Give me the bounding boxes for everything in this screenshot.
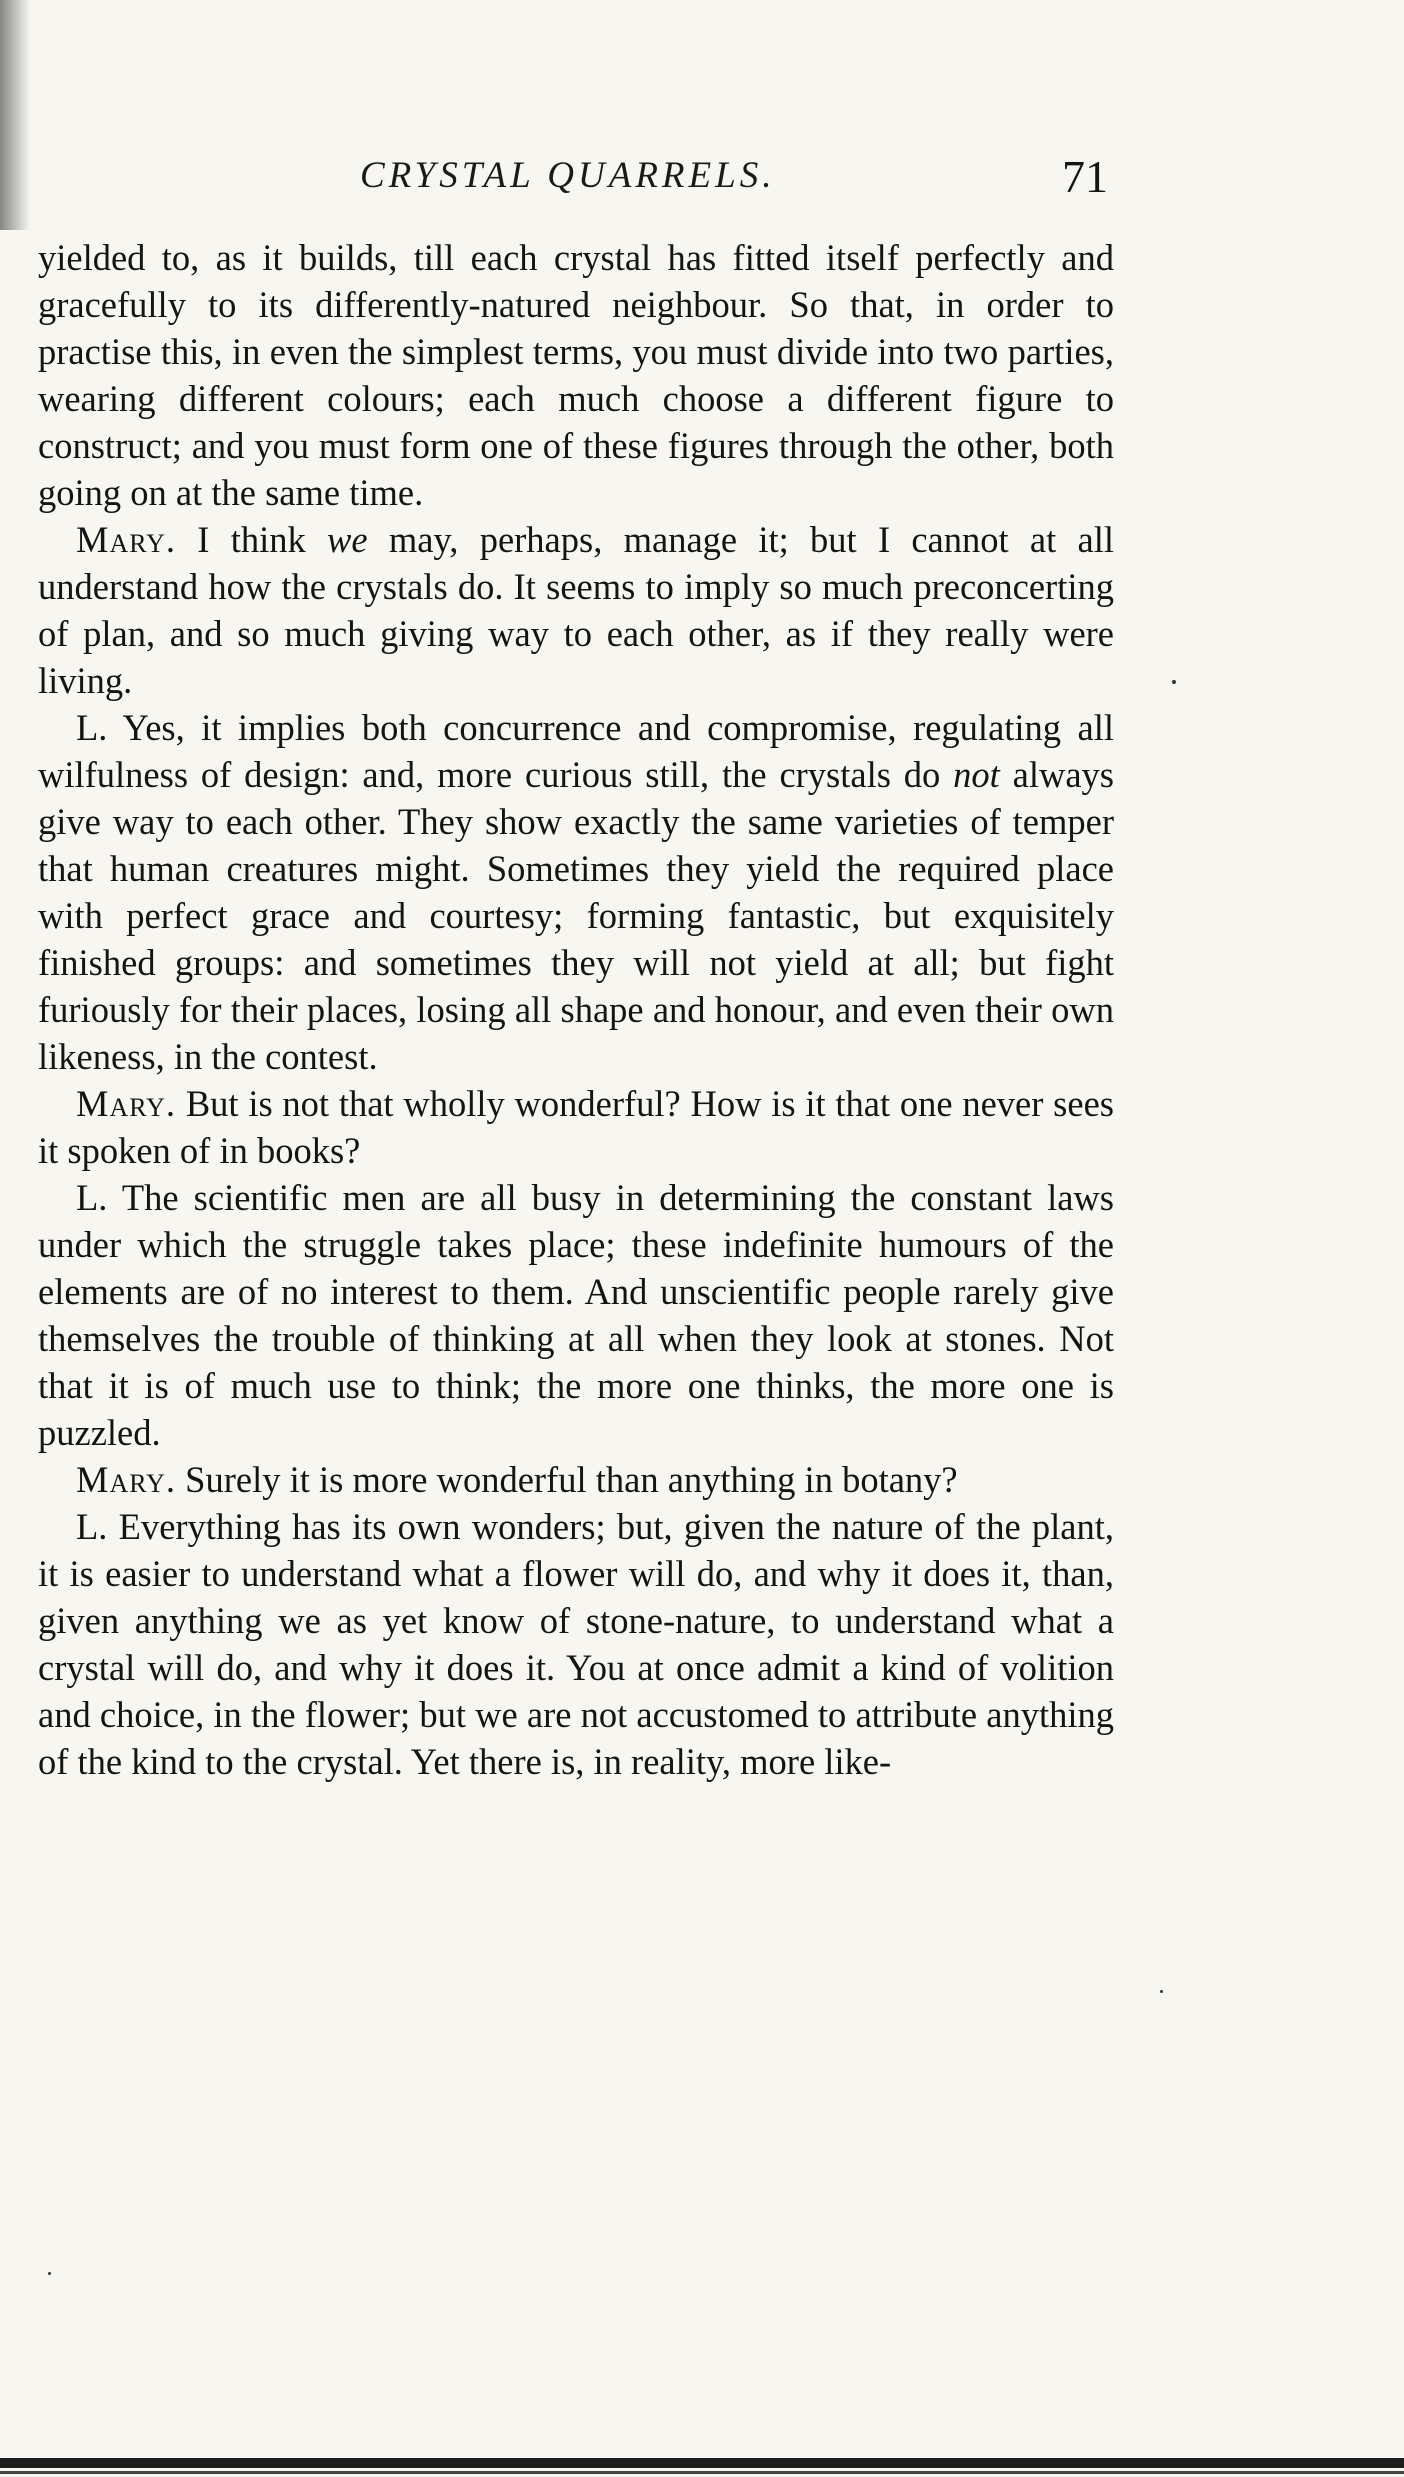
page-header — [0, 150, 1404, 210]
paragraph — [38, 1080, 1114, 1174]
paragraph — [38, 1174, 1114, 1456]
paragraph-text: yielded to, as it builds, till each crystal has fitted itself perfectly and gracefully to its differently-natured neighbour. So that, in order to practise this, in even the simplest terms, you must divide into two parties, wearing different colours; each much choose a different figure to construct; and you must form one of these figures through the other, both going on at the same time. — [38, 237, 1114, 513]
emphasis-text: not — [953, 754, 1000, 795]
paragraph — [38, 1456, 1114, 1503]
paragraph-text: I think — [176, 519, 328, 560]
running-head: CRYSTAL QUARRELS. — [360, 155, 776, 196]
paragraph-text: L. Yes, it implies both concurrence and compromise, regulating all wilfulness of design: and, more curious still, the crystals do — [38, 707, 1114, 795]
bottom-edge-rule — [0, 2458, 1404, 2468]
speaker-name: Mary. — [76, 519, 177, 560]
page-number: 71 — [1062, 151, 1108, 202]
body-text — [38, 234, 1114, 1785]
speaker-name: Mary. — [76, 1459, 177, 1500]
paragraph — [38, 234, 1114, 516]
paragraph-text: L. The scientific men are all busy in determining the constant laws under which the struggle takes place; these indefinite humours of the elements are of no interest to them. And unscientific people rarely give themselves the trouble of thinking at all when they look at stones. Not that it is of much use to think; the more one thinks, the more one is puzzled. — [38, 1177, 1114, 1453]
paragraph — [38, 704, 1114, 1080]
ink-speck — [48, 2272, 51, 2275]
paragraph — [38, 516, 1114, 704]
ink-speck — [1160, 1990, 1163, 1993]
speaker-name: Mary. — [76, 1083, 177, 1124]
paragraph-text: Surely it is more wonderful than anything in botany? — [176, 1459, 958, 1500]
paragraph-text: may, perhaps, manage it; but I cannot at all understand how the crystals do. It seems to imply so much preconcerting of plan, and so much giving way to each other, as if they really were living. — [38, 519, 1115, 701]
emphasis-text: we — [327, 519, 368, 560]
paragraph-text: But is not that wholly wonderful? How is it that one never sees it spoken of in books? — [38, 1083, 1114, 1171]
ink-speck — [1172, 680, 1176, 684]
paragraph-text: always give way to each other. They show exactly the same varieties of temper that human creatures might. Sometimes they yield the required place with perfect grace and courtesy; forming fantastic, but exquisitely finished groups: and sometimes they will not yield at all; but fight furiously for their places, losing all shape and honour, and even their own likeness, in the contest. — [38, 754, 1115, 1077]
paragraph — [38, 1503, 1114, 1785]
bottom-edge-rule — [0, 2471, 1404, 2474]
paragraph-text: L. Everything has its own wonders; but, given the nature of the plant, it is easier to understand what a flower will do, and why it does it, than, given anything we as yet know of stone-nature, to understand what a crystal will do, and why it does it. You at once admit a kind of volition and choice, in the flower; but we are not accustomed to attribute anything of the kind to the crystal. Yet there is, in reality, more like- — [38, 1506, 1114, 1782]
